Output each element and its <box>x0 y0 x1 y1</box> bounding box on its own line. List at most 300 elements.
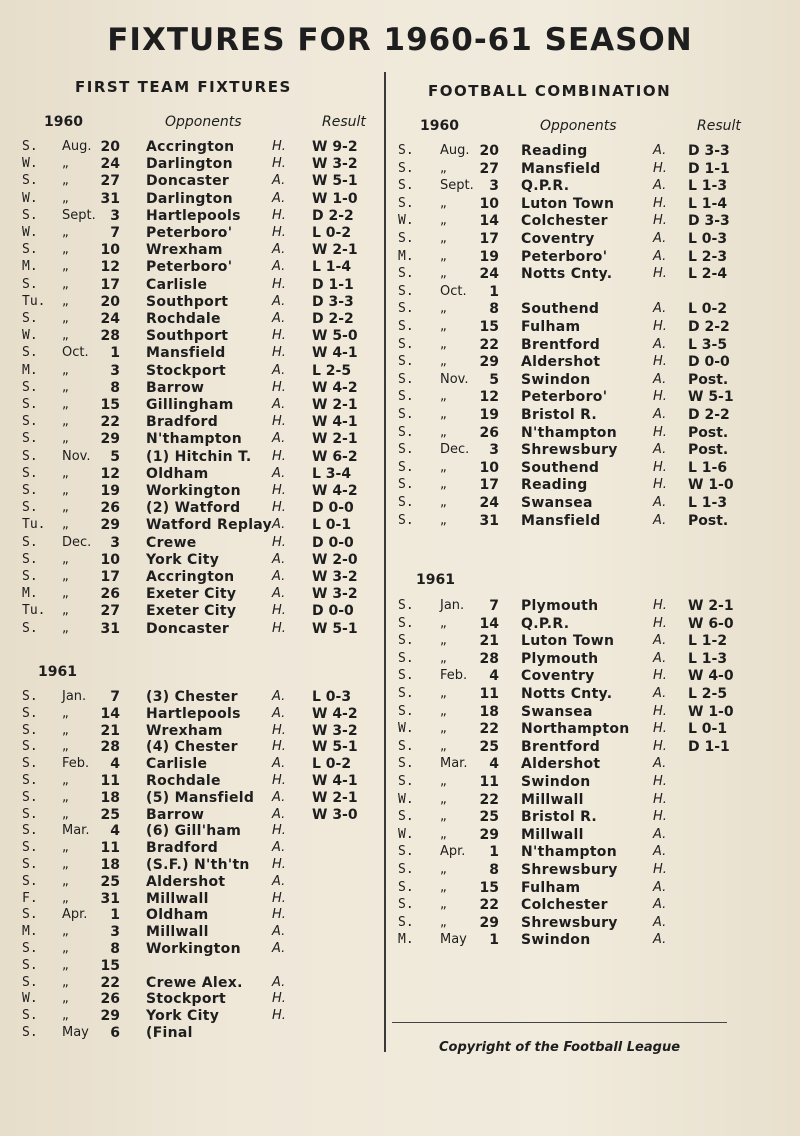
opponent-name: Oldham <box>146 465 209 482</box>
header-opponents: Opponents <box>540 118 617 134</box>
day-label: S. <box>22 773 38 788</box>
fixture-row <box>0 495 800 512</box>
result-label: W 5-1 <box>312 739 358 756</box>
month-label: „ <box>62 857 69 872</box>
month-label: „ <box>62 551 69 567</box>
day-label: S. <box>22 414 38 430</box>
day-label: M. <box>22 586 38 602</box>
date-label: 21 <box>100 722 120 739</box>
date-label: 17 <box>479 477 499 494</box>
month-label: „ <box>440 721 447 737</box>
venue-label: H. <box>653 266 667 282</box>
opponent-name: Darlington <box>146 190 233 207</box>
venue-label: H. <box>272 345 286 361</box>
date-label: 26 <box>100 500 120 517</box>
venue-label: H. <box>653 668 667 684</box>
venue-label: A. <box>272 293 286 309</box>
result-label: D 3-3 <box>688 143 730 159</box>
result-label: W 5-1 <box>312 173 358 190</box>
date-label: 24 <box>100 311 120 327</box>
opponent-name: (5) Mansfield <box>146 789 255 806</box>
month-label: „ <box>62 242 69 258</box>
opponent-name: Millwall <box>146 924 209 941</box>
date-label: 12 <box>100 259 120 276</box>
result-label: L 2-3 <box>688 248 728 265</box>
date-label: 3 <box>110 534 120 551</box>
day-label: S. <box>22 739 38 755</box>
opponent-name: Peterboro' <box>146 225 233 241</box>
month-label: Nov. <box>62 448 91 464</box>
result-label: D 0-0 <box>312 534 354 551</box>
day-label: S. <box>22 431 38 447</box>
result-label: L 1-4 <box>688 195 728 212</box>
venue-label: A. <box>272 242 286 258</box>
opponent-name: (1) Hitchin T. <box>146 448 252 465</box>
venue-label: H. <box>272 857 286 872</box>
venue-label: H. <box>653 721 667 737</box>
day-label: S. <box>22 139 38 154</box>
day-label: S. <box>398 178 414 194</box>
opponent-name: Fulham <box>521 879 581 896</box>
date-label: 10 <box>479 195 499 212</box>
day-label: S. <box>22 873 38 889</box>
day-label: S. <box>22 276 38 292</box>
opponent-name: Millwall <box>146 890 209 907</box>
venue-label: H. <box>272 823 286 839</box>
result-label: L 0-1 <box>312 517 352 534</box>
combination-year-1961: 1961 <box>416 572 455 588</box>
venue-label: A. <box>653 442 667 458</box>
venue-label: A. <box>272 756 286 772</box>
opponent-name: Southport <box>146 293 229 310</box>
result-label: W 2-1 <box>312 431 358 448</box>
date-label: 14 <box>479 213 499 230</box>
month-label: Aug. <box>62 139 92 154</box>
opponent-name: Gillingham <box>146 397 234 413</box>
date-label: 31 <box>100 890 120 907</box>
venue-label: A. <box>653 407 667 422</box>
result-label: L 0-1 <box>688 721 728 738</box>
fixture-row <box>0 915 800 932</box>
venue-label: H. <box>272 722 286 738</box>
venue-label: A. <box>272 190 286 206</box>
opponent-name: Shrewsbury <box>521 914 618 931</box>
fixture-row <box>0 407 800 424</box>
venue-label: A. <box>272 397 286 412</box>
opponent-name: Southend <box>521 459 600 476</box>
venue-label: A. <box>653 650 667 666</box>
date-label: 18 <box>100 789 120 806</box>
day-label: S. <box>398 633 414 649</box>
result-label: D 3-3 <box>688 213 730 230</box>
venue-label: H. <box>272 139 286 154</box>
day-label: S. <box>22 620 38 636</box>
month-label: „ <box>62 173 69 189</box>
day-label: S. <box>22 1025 38 1040</box>
day-label: M. <box>22 259 38 275</box>
opponent-name: Peterboro' <box>521 248 608 265</box>
opponent-name: Luton Town <box>521 633 615 650</box>
fixture-row <box>0 319 800 336</box>
venue-label: A. <box>272 974 286 990</box>
date-label: 7 <box>489 598 499 614</box>
month-label: „ <box>440 354 447 370</box>
venue-label: H. <box>272 739 286 755</box>
venue-label: A. <box>653 897 667 913</box>
day-label: S. <box>22 974 38 990</box>
fixture-row <box>0 616 800 633</box>
date-label: 5 <box>110 448 120 465</box>
month-label: „ <box>440 879 447 895</box>
month-label: „ <box>62 259 69 275</box>
month-label: Feb. <box>440 668 468 684</box>
result-label: W 9-2 <box>312 139 358 155</box>
month-label: „ <box>440 389 447 405</box>
month-label: „ <box>62 311 69 326</box>
venue-label: A. <box>653 371 667 387</box>
day-label: S. <box>398 650 414 666</box>
day-label: S. <box>398 301 414 317</box>
result-label: Post. <box>688 371 729 388</box>
header-year: 1960 <box>420 118 459 134</box>
month-label: „ <box>440 495 447 510</box>
day-label: W. <box>22 190 38 206</box>
opponent-name: Hartlepools <box>146 207 241 224</box>
venue-label: H. <box>272 890 286 906</box>
fixture-row <box>0 143 800 160</box>
fixture-row <box>0 756 800 773</box>
day-label: S. <box>22 207 38 223</box>
fixture-row <box>0 337 800 354</box>
date-label: 29 <box>479 826 499 843</box>
date-label: 1 <box>489 844 499 861</box>
venue-label: A. <box>272 551 286 567</box>
day-label: S. <box>398 844 414 860</box>
venue-label: H. <box>653 424 667 440</box>
result-label: W 1-0 <box>688 477 734 494</box>
month-label: „ <box>62 705 69 721</box>
day-label: S. <box>22 242 38 258</box>
venue-label: H. <box>653 703 667 719</box>
opponent-name: Shrewsbury <box>521 442 618 459</box>
day-label: S. <box>398 336 414 352</box>
result-label: D 1-1 <box>688 160 730 177</box>
fixture-row <box>0 266 800 283</box>
venue-label: H. <box>653 809 667 825</box>
venue-label: A. <box>272 173 286 189</box>
venue-label: H. <box>272 1008 286 1024</box>
date-label: 4 <box>489 756 499 773</box>
fixture-row <box>0 301 800 318</box>
venue-label: A. <box>272 362 286 378</box>
day-label: Tu. <box>22 517 46 533</box>
result-label: L 0-2 <box>312 225 352 241</box>
opponent-name: Oldham <box>146 907 209 924</box>
result-label: W 5-1 <box>688 389 734 406</box>
date-label: 26 <box>479 424 499 441</box>
month-label: „ <box>440 738 447 754</box>
day-label: S. <box>398 914 414 930</box>
opponent-name: Brentford <box>521 738 601 755</box>
month-label: „ <box>62 739 69 755</box>
fixture-row <box>0 633 800 650</box>
month-label: „ <box>62 586 69 602</box>
venue-label: H. <box>653 195 667 211</box>
day-label: S. <box>398 160 414 176</box>
opponent-name: Accrington <box>146 569 235 585</box>
result-label: L 0-3 <box>312 689 352 705</box>
date-label: 3 <box>110 207 120 224</box>
date-label: 20 <box>100 293 120 310</box>
venue-label: H. <box>272 225 286 240</box>
result-label: D 0-0 <box>312 500 354 517</box>
day-label: M. <box>398 932 414 948</box>
opponent-name: Coventry <box>521 231 595 247</box>
day-label: S. <box>398 615 414 631</box>
opponent-name: Notts Cnty. <box>521 686 613 702</box>
date-label: 8 <box>110 941 120 957</box>
day-label: S. <box>22 689 38 704</box>
day-label: S. <box>22 311 38 326</box>
date-label: 12 <box>479 389 499 406</box>
date-label: 17 <box>479 231 499 247</box>
fixture-row <box>0 425 800 442</box>
month-label: „ <box>440 650 447 666</box>
month-label: „ <box>62 500 69 516</box>
month-label: „ <box>440 231 447 246</box>
venue-label: H. <box>653 738 667 754</box>
day-label: S. <box>22 173 38 189</box>
month-label: Oct. <box>62 345 89 361</box>
date-label: 11 <box>479 774 499 790</box>
month-label: „ <box>62 1008 69 1024</box>
venue-label: H. <box>653 160 667 176</box>
month-label: Feb. <box>62 756 90 772</box>
fixture-row <box>0 569 800 586</box>
date-label: 3 <box>489 178 499 195</box>
date-label: 22 <box>479 721 499 738</box>
date-label: 28 <box>479 650 499 667</box>
month-label: „ <box>440 336 447 352</box>
day-label: S. <box>398 703 414 719</box>
month-label: „ <box>62 603 69 619</box>
fixture-row <box>0 442 800 459</box>
venue-label: H. <box>272 991 286 1007</box>
result-label: L 1-2 <box>688 633 728 650</box>
opponent-name: Wrexham <box>146 722 223 739</box>
day-label: S. <box>398 512 414 528</box>
result-label: W 5-1 <box>312 620 358 637</box>
venue-label: H. <box>653 774 667 789</box>
fixture-row <box>0 975 800 992</box>
opponent-name: Millwall <box>521 791 584 808</box>
opponent-name: Plymouth <box>521 598 599 614</box>
day-label: S. <box>398 354 414 370</box>
opponent-name: Accrington <box>146 139 235 155</box>
opponent-name: Doncaster <box>146 620 230 637</box>
month-label: „ <box>62 397 69 412</box>
date-label: 31 <box>100 620 120 637</box>
result-label: L 1-3 <box>688 650 728 667</box>
date-label: 3 <box>489 442 499 459</box>
month-label: „ <box>440 477 447 493</box>
month-label: „ <box>440 160 447 176</box>
day-label: S. <box>398 231 414 246</box>
opponent-name: Exeter City <box>146 586 237 603</box>
venue-label: A. <box>653 248 667 264</box>
date-label: 31 <box>100 190 120 207</box>
month-label: Sept. <box>440 178 474 194</box>
day-label: M. <box>22 362 38 378</box>
venue-label: H. <box>272 414 286 430</box>
day-label: W. <box>398 721 414 737</box>
result-label: D 2-2 <box>312 311 354 327</box>
month-label: „ <box>62 957 69 973</box>
venue-label: H. <box>272 620 286 636</box>
day-label: S. <box>22 840 38 856</box>
opponent-name: (Final <box>146 1025 193 1041</box>
fixture-row <box>0 686 800 703</box>
month-label: „ <box>62 379 69 395</box>
month-label: „ <box>62 517 69 533</box>
day-label: S. <box>398 756 414 772</box>
day-label: S. <box>22 551 38 567</box>
date-label: 26 <box>100 991 120 1008</box>
day-label: S. <box>398 195 414 211</box>
result-label: D 2-2 <box>688 319 730 335</box>
result-label: W 4-1 <box>312 414 358 431</box>
month-label: „ <box>62 806 69 822</box>
day-label: W. <box>398 213 414 229</box>
venue-label: H. <box>272 328 286 344</box>
opponent-name: Millwall <box>521 826 584 843</box>
result-label: Post. <box>688 442 729 459</box>
result-label: D 0-0 <box>312 603 354 620</box>
result-label: L 0-2 <box>312 756 352 773</box>
date-label: 3 <box>110 924 120 941</box>
date-label: 4 <box>110 823 120 840</box>
venue-label: H. <box>653 389 667 405</box>
opponent-name: Aldershot <box>521 354 601 371</box>
date-label: 17 <box>100 569 120 585</box>
fixture-row <box>0 704 800 721</box>
month-label: Mar. <box>62 823 90 839</box>
date-label: 20 <box>479 143 499 159</box>
day-label: S. <box>22 569 38 584</box>
month-label: „ <box>440 791 447 807</box>
result-label: W 3-2 <box>312 569 358 585</box>
venue-label: H. <box>272 907 286 923</box>
fixture-row <box>0 789 800 809</box>
opponent-name: Swansea <box>521 495 593 511</box>
month-label: „ <box>440 512 447 528</box>
opponent-name: Colchester <box>521 897 608 914</box>
result-label: L 1-3 <box>688 495 728 511</box>
month-label: „ <box>440 459 447 475</box>
day-label: S. <box>22 448 38 464</box>
combination-header-row <box>0 118 800 135</box>
date-label: 28 <box>100 739 120 756</box>
day-label: S. <box>22 465 38 481</box>
result-label: W 3-2 <box>312 586 358 603</box>
day-label: S. <box>398 774 414 789</box>
fixture-row <box>0 213 800 230</box>
opponent-name: Swindon <box>521 932 591 949</box>
date-label: 22 <box>100 414 120 431</box>
fixture-row <box>0 774 800 791</box>
venue-label: A. <box>272 840 286 856</box>
date-label: 28 <box>100 328 120 345</box>
result-label: W 4-0 <box>688 668 734 685</box>
date-label: 7 <box>110 225 120 241</box>
fixture-row <box>0 668 800 685</box>
venue-label: A. <box>272 789 286 805</box>
venue-label: A. <box>653 826 667 842</box>
opponent-name: N'thampton <box>521 844 617 861</box>
day-label: W. <box>398 826 414 842</box>
date-label: 15 <box>100 397 120 413</box>
venue-label: A. <box>272 806 286 822</box>
day-label: S. <box>398 371 414 387</box>
fixture-row <box>0 806 800 826</box>
month-label: Apr. <box>62 907 88 923</box>
date-label: 15 <box>479 879 499 896</box>
opponent-name: York City <box>146 551 220 568</box>
date-label: 22 <box>479 336 499 353</box>
month-label: „ <box>440 319 447 334</box>
opponent-name: Barrow <box>146 806 205 823</box>
day-label: S. <box>398 442 414 458</box>
fixture-row <box>0 827 800 844</box>
month-label: „ <box>62 483 69 498</box>
fixture-row <box>0 477 800 494</box>
opponent-name: Bradford <box>146 840 219 857</box>
date-label: 22 <box>479 897 499 914</box>
day-label: W. <box>22 328 38 344</box>
first-team-heading: FIRST TEAM FIXTURES <box>75 78 292 96</box>
date-label: 22 <box>479 791 499 808</box>
opponent-name: Workington <box>146 941 241 957</box>
fixture-row <box>0 231 800 248</box>
opponent-name: Carlisle <box>146 756 208 773</box>
result-label: W 2-1 <box>312 789 358 806</box>
fixture-row <box>0 460 800 477</box>
result-label: D 1-1 <box>312 276 354 293</box>
day-label: W. <box>22 156 38 172</box>
month-label: Jan. <box>62 689 87 704</box>
venue-label: H. <box>653 477 667 493</box>
result-label: W 1-0 <box>688 703 734 720</box>
fixture-row <box>0 535 800 552</box>
venue-label: A. <box>653 336 667 352</box>
date-label: 26 <box>100 586 120 603</box>
day-label: S. <box>22 823 38 839</box>
opponent-name: York City <box>146 1008 220 1025</box>
date-label: 18 <box>100 857 120 873</box>
month-label: „ <box>62 773 69 788</box>
month-label: „ <box>440 897 447 913</box>
fixture-row <box>0 284 800 301</box>
fixture-row <box>0 389 800 406</box>
result-label: D 2-2 <box>312 207 354 224</box>
venue-label: H. <box>272 773 286 788</box>
venue-label: H. <box>653 459 667 475</box>
month-label: „ <box>62 190 69 206</box>
result-label: L 2-5 <box>688 686 728 702</box>
fixture-row <box>0 958 800 975</box>
month-label: „ <box>62 789 69 805</box>
month-label: „ <box>440 862 447 877</box>
